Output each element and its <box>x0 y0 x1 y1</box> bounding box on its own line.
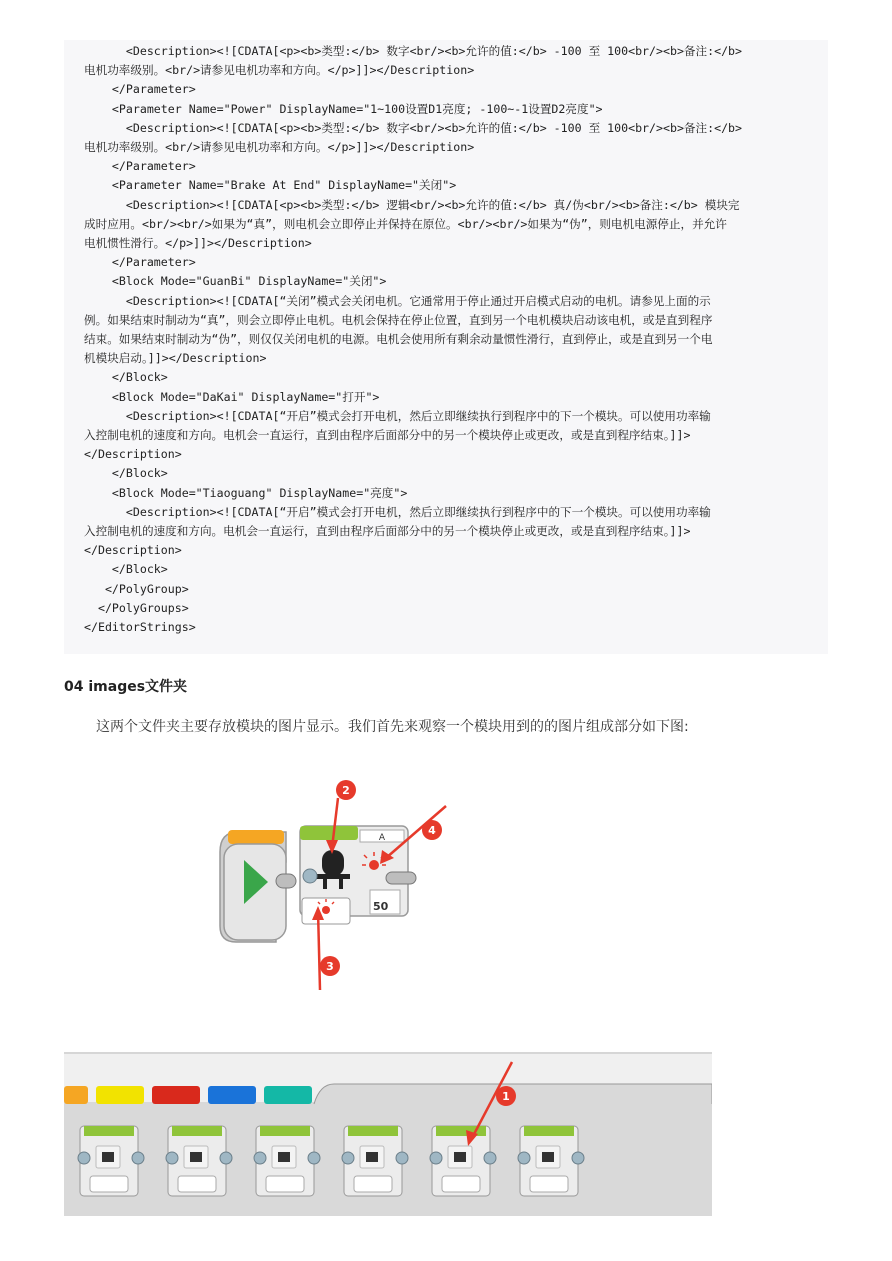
tab-custom[interactable] <box>264 1086 312 1104</box>
code-line: 电机惯性滑行。</p>]]></Description> <box>84 236 312 251</box>
code-line: 例。如果结束时制动为“真”，则会立即停止电机。电机会保持在停止位置，直到另一个电机模块启动该电机，或是直到程序 <box>84 312 713 327</box>
code-line: <Description><![CDATA[“开启”模式会打开电机，然后立即继续执行到程序中的下一个模块。可以使用功率输 <box>84 408 711 423</box>
code-block <box>64 40 828 654</box>
start-block <box>220 830 296 942</box>
code-line: 成时应用。<br/><br/>如果为“真”，则电机会立即停止并保持在原位。<br/><br/>如果为“伪”，则电机电源停止，并允许 <box>84 216 727 231</box>
code-line: <Block Mode="GuanBi" DisplayName="关闭"> <box>84 274 387 289</box>
tab-data[interactable] <box>152 1086 200 1104</box>
motor-icon <box>278 1152 290 1162</box>
code-line: </Parameter> <box>84 255 196 270</box>
palette-block-button[interactable] <box>342 1126 408 1196</box>
port-label: A <box>378 833 386 843</box>
code-line: <Block Mode="DaKai" DisplayName="打开"> <box>84 389 380 404</box>
tab-flow[interactable] <box>96 1086 144 1104</box>
code-line: 结束。如果结束时制动为“伪”，则仅仅关闭电机的电源。电机会使用所有剩余动量惯性滑行，直到停止，或是直到另一个电 <box>84 332 713 347</box>
code-line: </Block> <box>84 562 168 577</box>
palette-block-motor[interactable] <box>254 1126 320 1196</box>
code-line: <Block Mode="Tiaoguang" DisplayName="亮度"> <box>84 485 408 500</box>
value-label: 50 <box>373 900 389 913</box>
palette-block-brick-display[interactable] <box>78 1126 144 1196</box>
intro-paragraph: 这两个文件夹主要存放模块的图片显示。我们首先来观察一个模块用到的的图片组成部分如下图: <box>96 719 689 735</box>
code-line: </Description> <box>84 447 182 462</box>
marker-3: 3 <box>326 960 334 973</box>
palette-block-sound[interactable] <box>166 1126 232 1196</box>
code-line: <Parameter Name="Power" DisplayName="1~100设置D1亮度; -100~-1设置D2亮度"> <box>84 101 603 116</box>
code-line: </EditorStrings> <box>84 620 196 635</box>
code-line: </PolyGroups> <box>84 600 189 615</box>
code-line: </Block> <box>84 466 168 481</box>
display-icon <box>542 1152 554 1162</box>
code-line: <Description><![CDATA[“关闭”模式会关闭电机。它通常用于停止通过开启模式启动的电机。请参见上面的示 <box>84 293 711 308</box>
palette-block-display[interactable] <box>518 1126 584 1196</box>
tab-action[interactable] <box>64 1086 88 1104</box>
code-line: <Description><![CDATA[<p><b>类型:</b> 数字<br/><b>允许的值:</b> -100 至 100<br/><b>备注:</b> <box>84 120 743 135</box>
tab-advanced[interactable] <box>208 1086 256 1104</box>
code-line: </PolyGroup> <box>84 581 189 596</box>
brick-display-icon <box>102 1152 114 1162</box>
section-heading: 04 images文件夹 <box>64 679 188 695</box>
code-line: 电机功率级别。<br/>请参见电机功率和方向。</p>]]></Description> <box>84 63 475 78</box>
code-line: </Parameter> <box>84 159 196 174</box>
marker-2: 2 <box>342 784 350 797</box>
marker-1: 1 <box>502 1090 510 1103</box>
palette-block-led[interactable] <box>430 1126 496 1196</box>
marker-4: 4 <box>428 824 436 837</box>
block-composition-figure <box>210 770 450 990</box>
block-palette-figure <box>64 1052 712 1216</box>
code-line: 入控制电机的速度和方向。电机会一直运行，直到由程序后面部分中的另一个模块停止或更改，或是直到程序结束。]]> <box>84 524 691 539</box>
code-line: <Parameter Name="Brake At End" DisplayName="关闭"> <box>84 178 457 193</box>
code-line: 机模块启动。]]></Description> <box>84 351 267 366</box>
button-icon <box>366 1152 378 1162</box>
category-tabs[interactable] <box>64 1086 312 1104</box>
code-line: </Block> <box>84 370 168 385</box>
code-line: 电机功率级别。<br/>请参见电机功率和方向。</p>]]></Description> <box>84 140 475 155</box>
code-line: </Parameter> <box>84 82 196 97</box>
led-icon <box>454 1152 466 1162</box>
code-line: <Description><![CDATA[<p><b>类型:</b> 逻辑<br/><b>允许的值:</b> 真/伪<br/><b>备注:</b> 模块完 <box>84 197 740 212</box>
code-line: </Description> <box>84 543 182 558</box>
sound-icon <box>190 1152 202 1162</box>
code-line: <Description><![CDATA[<p><b>类型:</b> 数字<br/><b>允许的值:</b> -100 至 100<br/><b>备注:</b> <box>84 44 743 58</box>
code-line: <Description><![CDATA[“开启”模式会打开电机，然后立即继续执行到程序中的下一个模块。可以使用功率输 <box>84 504 711 519</box>
code-line: 入控制电机的速度和方向。电机会一直运行，直到由程序后面部分中的另一个模块停止或更改，或是直到程序结束。]]> <box>84 428 691 443</box>
